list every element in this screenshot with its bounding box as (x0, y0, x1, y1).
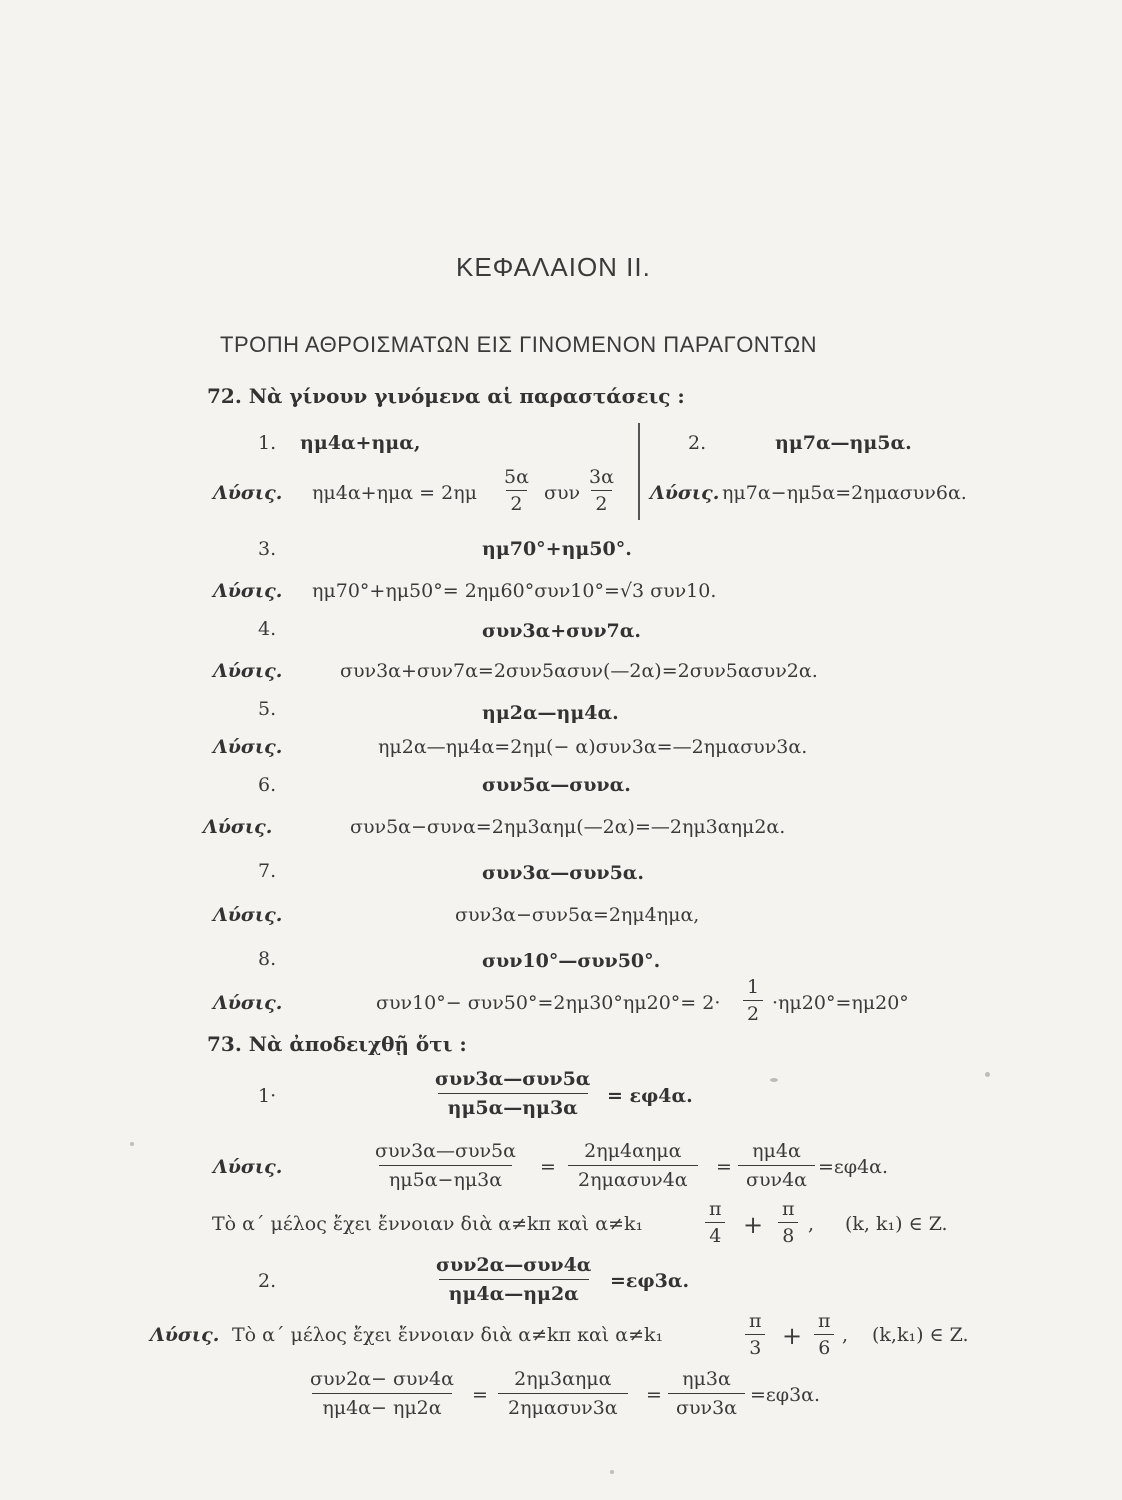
p1-fraction-numerator: 5α (504, 466, 529, 488)
p3-solution: ημ70°+ημ50°= 2ημ60°συν10°=√3 συν10. (312, 580, 717, 602)
q1-numerator: συν3α—συν5α (435, 1068, 591, 1090)
p5-solution: ημ2α—ημ4α=2ημ(− α)συν3α=—2ημασυν3α. (378, 736, 808, 758)
q2-number: 2. (258, 1270, 277, 1292)
p1-lysis-label: Λύσις. (213, 482, 283, 504)
q2-denominator: ημ4α—ημ2α (439, 1279, 589, 1305)
fraction-denominator: 2ημασυν3α (498, 1393, 628, 1419)
fraction-denominator: συν3α (668, 1393, 745, 1419)
q2-rhs: =εφ3α. (610, 1270, 690, 1292)
p7-number: 7. (258, 860, 277, 882)
p8-expression: συν10°—συν50°. (482, 950, 661, 972)
paper-speck (770, 1078, 778, 1082)
q1-lysis-label: Λύσις. (213, 1156, 283, 1178)
p1-number: 1. (258, 432, 277, 454)
fraction-numerator: π (709, 1198, 722, 1220)
equals-sign: = (716, 1156, 732, 1178)
q2-domain-fraction-pi-3 (745, 1310, 766, 1359)
fraction-numerator: 2ημ3αημα (514, 1368, 612, 1390)
q1-number: 1· (258, 1085, 277, 1107)
q1-solution-fraction-1 (365, 1140, 526, 1191)
q2-domain-fraction-pi-6 (814, 1310, 835, 1359)
p1-solution-mid: συν (544, 482, 581, 504)
q1-domain-fraction-pi-8 (778, 1198, 799, 1247)
q1-domain-set: (k, k₁) ∈ Z. (845, 1213, 948, 1235)
plus-sign: + (782, 1322, 803, 1350)
equals-sign: = (472, 1384, 488, 1406)
p2-lysis-label: Λύσις. (650, 482, 720, 504)
chapter-title: ΚΕΦΑΛΑΙΟΝ ΙΙ. (456, 252, 651, 282)
p1-fraction-numerator: 3α (589, 466, 614, 488)
p4-number: 4. (258, 618, 277, 640)
q1-solution-end: =εφ4α. (818, 1156, 889, 1178)
p3-number: 3. (258, 538, 277, 560)
p1-expression: ημ4α+ημα, (300, 432, 421, 454)
fraction-numerator: π (818, 1310, 831, 1332)
fraction-numerator: 2ημ4αημα (584, 1140, 682, 1162)
p1-fraction-3a-2 (585, 466, 618, 515)
p8-fraction-numerator: 1 (747, 976, 760, 998)
q2-lysis-label: Λύσις. (150, 1324, 220, 1346)
p1-solution-lhs: ημ4α+ημα = 2ημ (312, 482, 477, 504)
q1-solution-fraction-3 (738, 1140, 815, 1191)
q1-denominator: ημ5α—ημ3α (438, 1093, 588, 1119)
q2-solution-end: =εφ3α. (750, 1384, 821, 1406)
fraction-numerator: ημ3α (682, 1368, 731, 1390)
p8-solution-lhs: συν10°− συν50°=2ημ30°ημ20°= 2· (376, 992, 721, 1014)
p6-number: 6. (258, 774, 277, 796)
p8-solution-rhs: ·ημ20°=ημ20° (772, 992, 909, 1014)
q1-solution-fraction-2 (568, 1140, 698, 1191)
p6-expression: συν5α—συνα. (482, 774, 631, 796)
p2-expression: ημ7α—ημ5α. (775, 432, 912, 454)
fraction-denominator: ημ4α− ημ2α (312, 1393, 451, 1419)
comma: , (842, 1324, 849, 1346)
p1-fraction-denominator: 2 (506, 490, 526, 515)
fraction-denominator: ημ5α−ημ3α (379, 1165, 512, 1191)
ex72-heading: 72. Νὰ γίνουν γινόμενα αἱ παραστάσεις : (207, 384, 685, 408)
q2-numerator: συν2α—συν4α (436, 1254, 592, 1276)
p7-solution: συν3α−συν5α=2ημ4ημα, (455, 904, 700, 926)
p3-lysis-label: Λύσις. (213, 580, 283, 602)
q1-rhs: = εφ4α. (607, 1085, 693, 1107)
fraction-numerator: συν3α—συν5α (375, 1140, 516, 1162)
fraction-denominator: 2ημασυν4α (568, 1165, 698, 1191)
equals-sign: = (540, 1156, 556, 1178)
paper-speck (610, 1470, 614, 1474)
p8-fraction-1-2 (743, 976, 763, 1025)
p4-expression: συν3α+συν7α. (482, 620, 641, 642)
fraction-denominator: συν4α (738, 1165, 815, 1191)
p3-expression: ημ70°+ημ50°. (482, 538, 632, 560)
fraction-denominator: 4 (705, 1222, 725, 1247)
section-title: ΤΡΟΠΗ ΑΘΡΟΙΣΜΑΤΩΝ ΕΙΣ ΓΙΝΟΜΕΝΟΝ ΠΑΡΑΓΟΝΤΩΝ (220, 332, 818, 357)
fraction-denominator: 3 (745, 1334, 765, 1359)
p4-lysis-label: Λύσις. (213, 660, 283, 682)
paper-speck (985, 1072, 990, 1077)
fraction-numerator: ημ4α (752, 1140, 801, 1162)
p7-lysis-label: Λύσις. (213, 904, 283, 926)
plus-sign: + (743, 1211, 764, 1239)
p5-expression: ημ2α—ημ4α. (482, 702, 619, 724)
q2-domain-set: (k,k₁) ∈ Z. (872, 1324, 969, 1346)
p5-lysis-label: Λύσις. (213, 736, 283, 758)
p6-lysis-label: Λύσις. (203, 816, 273, 838)
p1-fraction-5a-2 (500, 466, 533, 515)
q1-domain-text: Τὸ α΄ μέλος ἔχει ἔννοιαν διὰ α≠kπ καὶ α≠k₁ (212, 1213, 644, 1235)
p8-lysis-label: Λύσις. (213, 992, 283, 1014)
p8-number: 8. (258, 948, 277, 970)
q2-statement-fraction (426, 1254, 601, 1305)
equals-sign: = (646, 1384, 662, 1406)
p6-solution: συν5α−συνα=2ημ3αημ(—2α)=—2ημ3αημ2α. (350, 816, 786, 838)
comma: , (808, 1213, 815, 1235)
q2-solution-fraction-2 (498, 1368, 628, 1419)
q1-domain-fraction-pi-4 (705, 1198, 726, 1247)
p5-number: 5. (258, 698, 277, 720)
fraction-denominator: 8 (778, 1222, 798, 1247)
q2-solution-fraction-3 (668, 1368, 745, 1419)
fraction-numerator: συν2α− συν4α (310, 1368, 454, 1390)
p7-expression: συν3α—συν5α. (482, 862, 645, 884)
fraction-numerator: π (782, 1198, 795, 1220)
p4-solution: συν3α+συν7α=2συν5ασυν(—2α)=2συν5ασυν2α. (340, 660, 818, 682)
q2-domain-text: Τὸ α΄ μέλος ἔχει ἔννοιαν διὰ α≠kπ καὶ α≠k₁ (232, 1324, 664, 1346)
q1-statement-fraction (425, 1068, 600, 1119)
q2-solution-fraction-1 (300, 1368, 464, 1419)
p2-number: 2. (688, 432, 707, 454)
p2-solution: ημ7α−ημ5α=2ημασυν6α. (722, 482, 967, 504)
fraction-denominator: 6 (814, 1334, 834, 1359)
p8-fraction-denominator: 2 (743, 1000, 763, 1025)
column-divider (638, 423, 640, 520)
fraction-numerator: π (749, 1310, 762, 1332)
paper-speck (130, 1142, 134, 1146)
ex73-heading: 73. Νὰ ἀποδειχθῇ ὅτι : (207, 1032, 467, 1056)
p1-fraction-denominator: 2 (591, 490, 611, 515)
